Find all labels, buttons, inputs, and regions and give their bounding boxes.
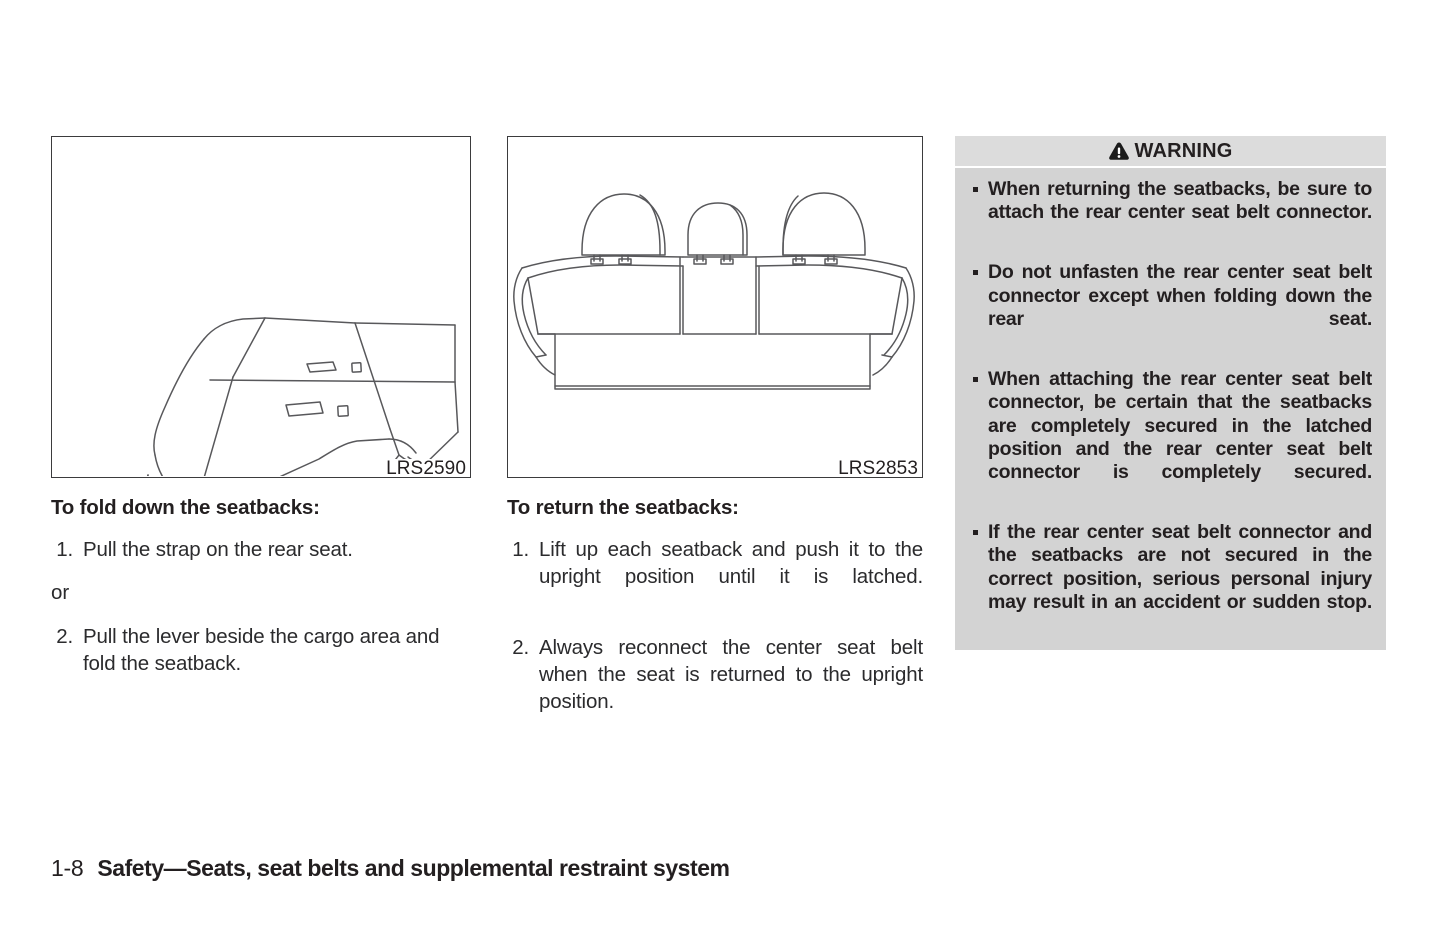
list-item: [507, 634, 923, 743]
list-item: [507, 536, 923, 618]
footer-page-number: 1-8: [51, 855, 84, 881]
step-number: 2.: [56, 624, 73, 648]
bullet-square-icon: [973, 270, 978, 275]
page-footer: [51, 855, 730, 882]
step-text: Lift up each seatback and push it to the upright position until it is latched.: [539, 538, 923, 589]
list-item: [969, 521, 1372, 638]
warning-title: WARNING: [1134, 139, 1233, 162]
list-item: [969, 261, 1372, 355]
warning-bullet-text: If the rear center seat belt connector and the seatbacks are not secured in the correct position, serious personal injury may result in an accident or sudden stop.: [988, 521, 1372, 614]
list-item: [51, 623, 471, 678]
footer-section-title: Safety—Seats, seat belts and supplemental restraint system: [97, 855, 730, 881]
bullet-square-icon: [973, 530, 978, 535]
or-separator: or: [51, 581, 70, 605]
figure-fold-down-seatback: [51, 136, 471, 478]
warning-header: [955, 136, 1386, 168]
step-text: Pull the lever beside the cargo area and fold the seatback.: [83, 624, 440, 675]
step-number: 1.: [56, 538, 73, 561]
step-number: 1.: [512, 538, 529, 561]
right-column: [955, 136, 1386, 650]
warning-triangle-icon: [1108, 141, 1130, 161]
step-number: 2.: [512, 635, 529, 659]
figure-rear-bench-seat: [507, 136, 923, 478]
warning-bullet-text: Do not unfasten the rear center seat belt connector except when folding down the rear seat.: [988, 261, 1372, 330]
warning-bullet-text: When attaching the rear center seat belt connector, be certain that the seatbacks are completely secured in the latched position and the rear center seat belt connector is completely secured.: [988, 367, 1372, 484]
step-text: Pull the strap on the rear seat.: [83, 538, 353, 561]
bullet-square-icon: [973, 377, 978, 382]
return-seatbacks-steps-list: [507, 536, 923, 743]
fold-down-steps-list-alt: [51, 623, 471, 678]
left-column-heading: To fold down the seatbacks:: [51, 496, 320, 519]
list-item: [969, 368, 1372, 508]
middle-column: [507, 136, 923, 743]
warning-bullet-text: When returning the seatbacks, be sure to attach the rear center seat belt connector.: [988, 178, 1372, 224]
left-column: [51, 136, 471, 677]
bullet-square-icon: [973, 187, 978, 192]
list-item: [51, 536, 471, 563]
figure-caption-lrs2853: LRS2853: [838, 458, 918, 478]
warning-box: [955, 136, 1386, 650]
step-text: Always reconnect the center seat belt when the seat is returned to the upright position.: [539, 635, 923, 714]
figure-caption-lrs2590: LRS2590: [386, 458, 466, 478]
list-item: [969, 178, 1372, 248]
rear-bench-seat-illustration: [508, 137, 921, 476]
middle-column-heading: To return the seatbacks:: [507, 496, 739, 519]
fold-down-steps-list: [51, 536, 471, 563]
fold-down-seatback-illustration: [52, 137, 469, 476]
warning-bullet-list: [955, 168, 1386, 638]
